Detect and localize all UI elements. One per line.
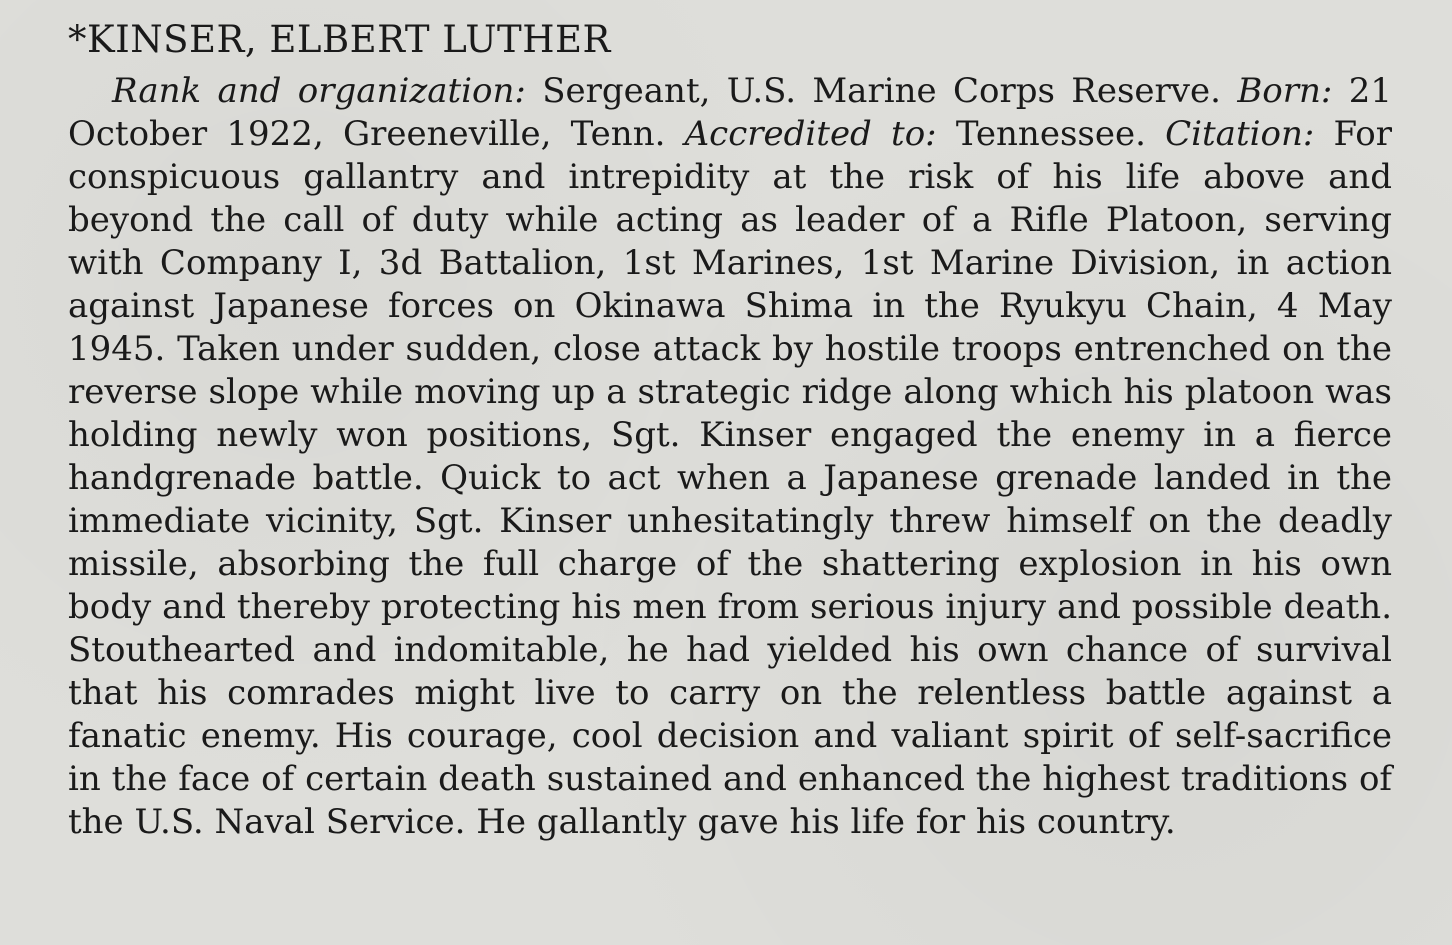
citation-paragraph [68,70,1392,844]
accredited-value: Tennessee. [936,114,1166,154]
rank-value: Sergeant, U.S. Marine Corps Reserve. [525,71,1238,111]
accredited-label: Accredited to: [684,114,937,154]
citation-text: For conspicuous gallantry and intrepidity at the risk of his life above and beyond the call of duty while acting as leader of a Rifle Platoon, serving with Company I, 3d Battalion, 1st Marines, 1st Marine Division, in action against Japanese forces on Okinawa Shima in the Ryukyu Chain, 4 May 1945. Taken under sudden, close attack by hostile troops entrenched on the reverse slope while moving up a strategic ridge along which his platoon was holding newly won positions, Sgt. Kinser engaged the enemy in a fierce handgrenade battle. Quick to act when a Japanese grenade landed in the immediate vicinity, Sgt. Kinser unhesitatingly threw himself on the deadly missile, absorbing the full charge of the shattering explosion in his own body and thereby protecting his men from serious injury and possible death. Stouthearted and indomitable, he had yielded his own chance of survival that his comrades might live to carry on the relentless battle against a fanatic enemy. His courage, cool decision and valiant spirit of self-sacrifice in the face of certain death sustained and enhanced the highest traditions of the U.S. Naval Service. He gallantly gave his life for his country. [68,114,1392,842]
rank-label: Rank and organization: [112,71,526,111]
citation-label: Citation: [1165,114,1315,154]
born-label: Born: [1237,71,1333,111]
born-value: 21 October 1922, Greeneville, Tenn. [68,71,1392,154]
recipient-name-heading: *KINSER, ELBERT LUTHER [68,18,611,61]
